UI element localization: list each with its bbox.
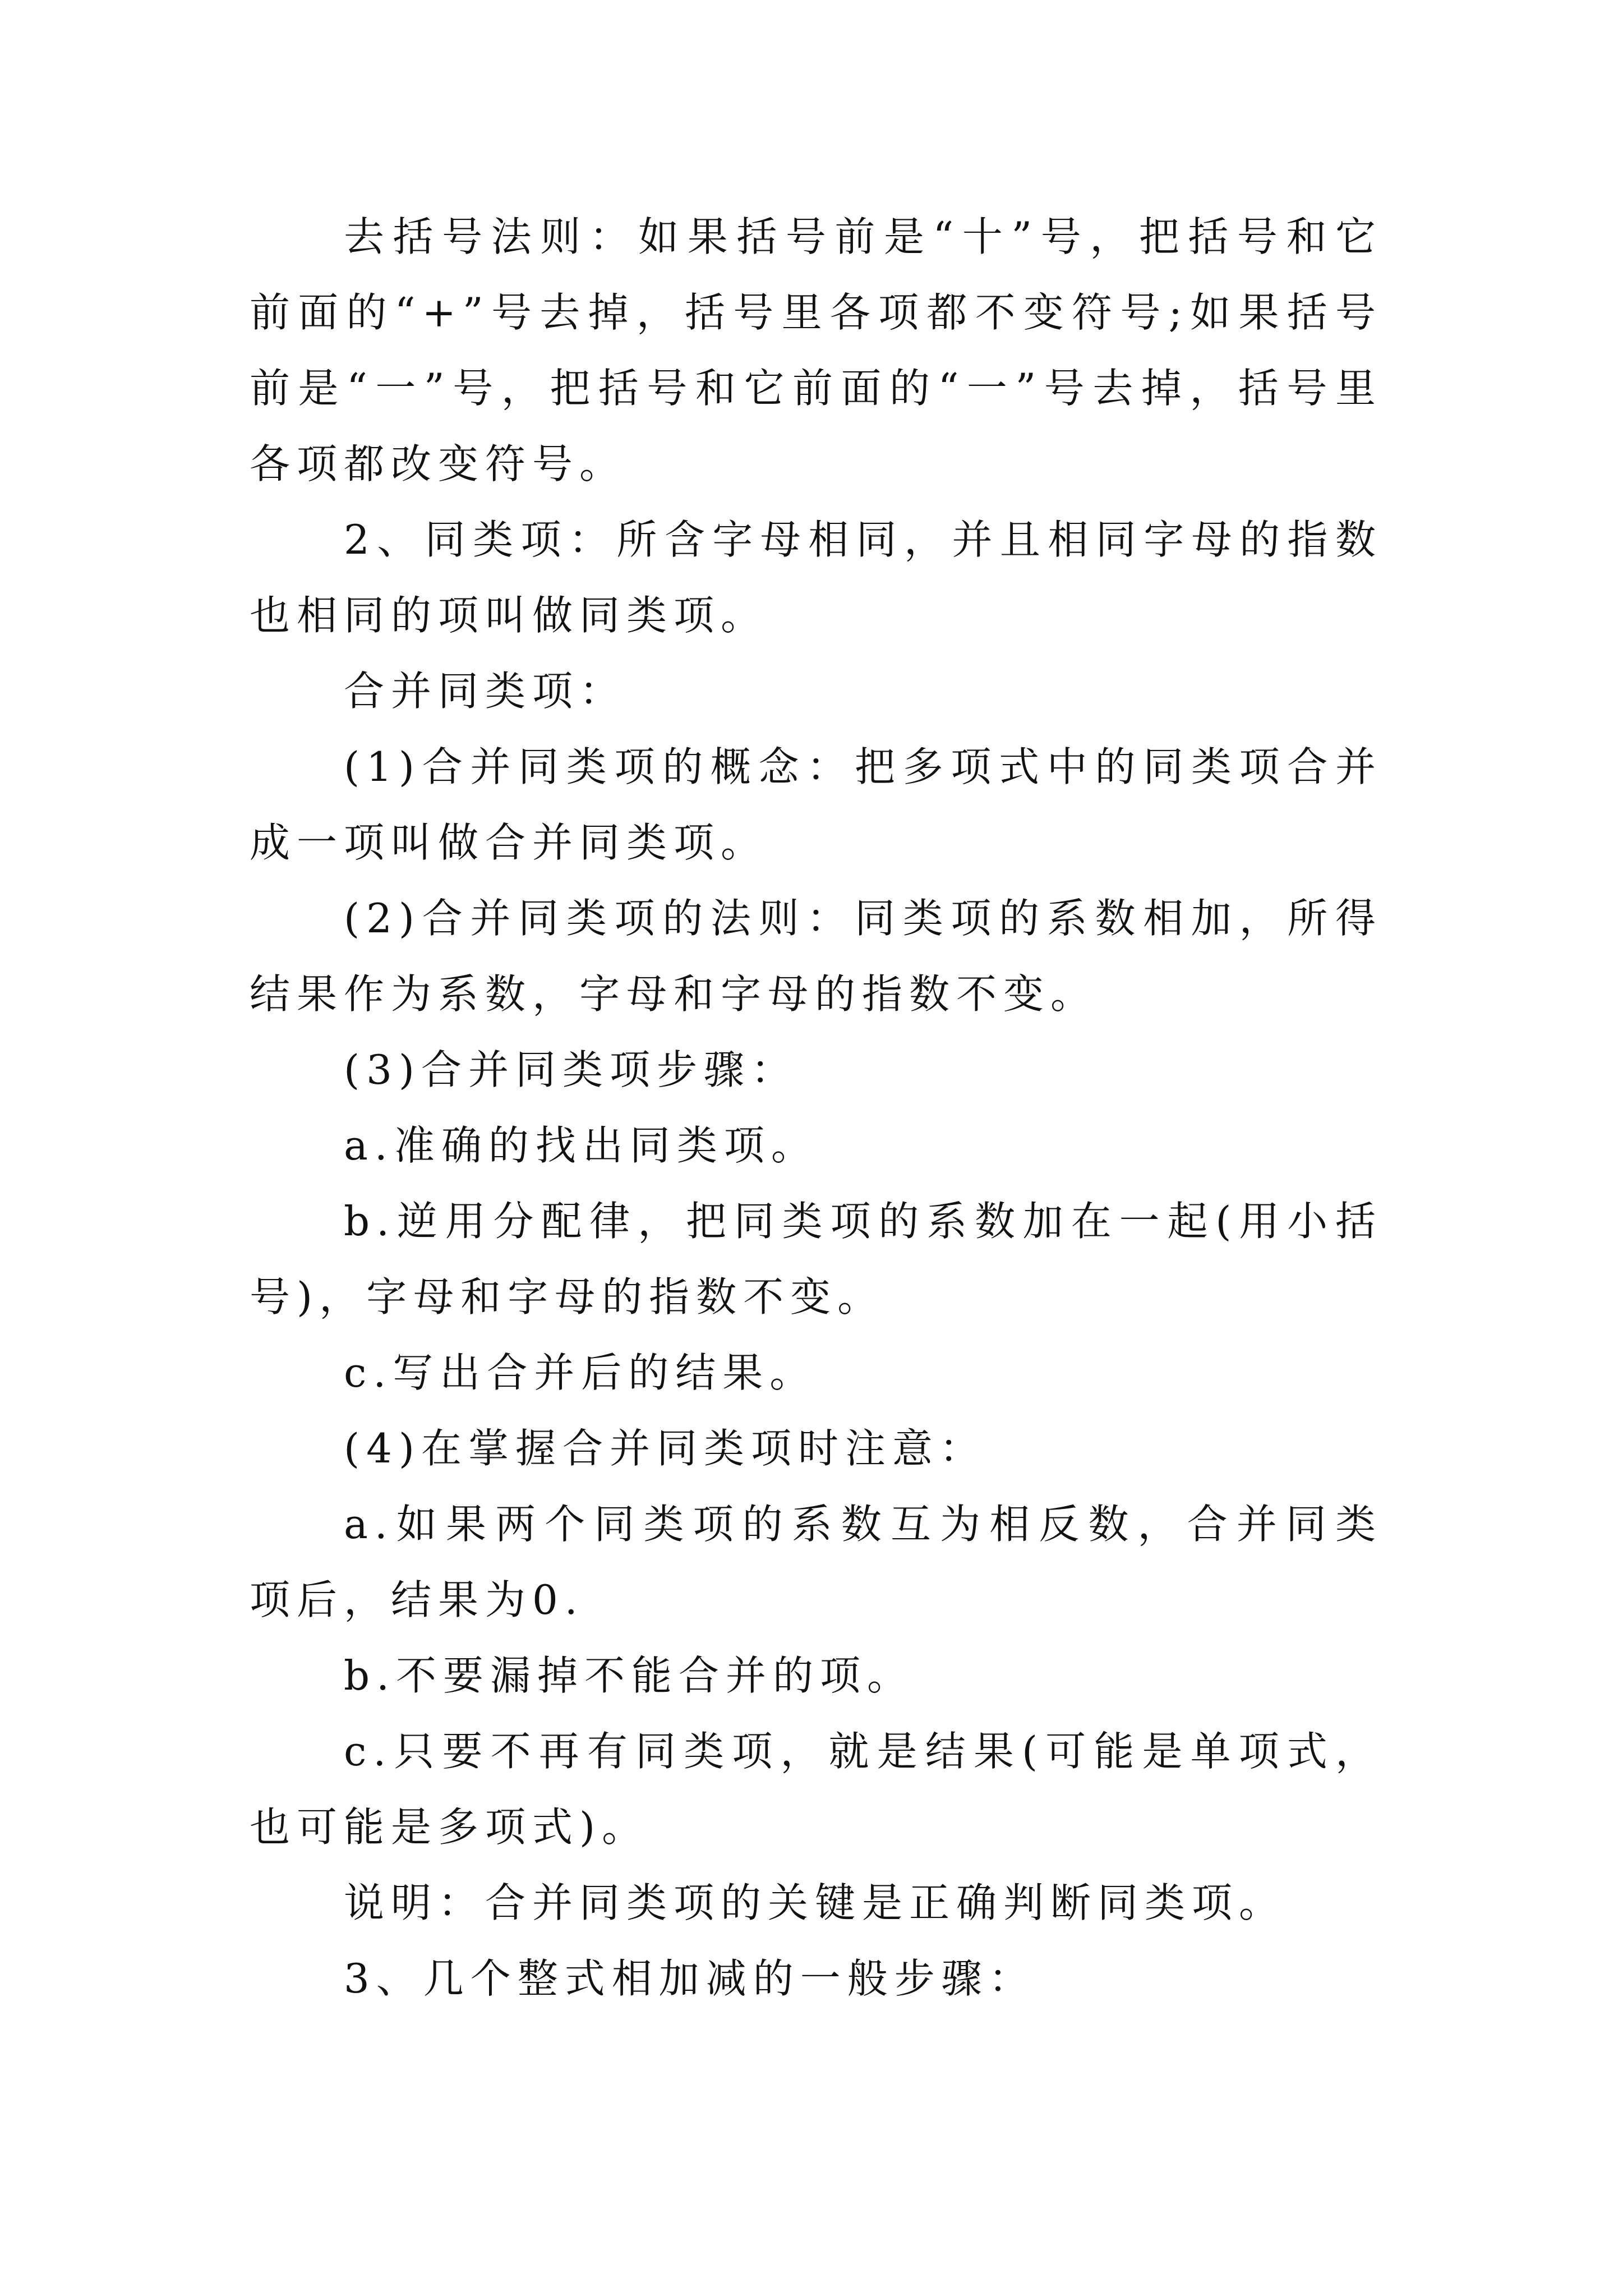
paragraph-combine-rule: (2)合并同类项的法则：同类项的系数相加，所得结果作为系数，字母和字母的指数不变。	[250, 895, 1382, 1018]
paragraph-step-b: b.逆用分配律，把同类项的系数加在一起(用小括号)，字母和字母的指数不变。	[250, 1198, 1382, 1320]
paragraph-step-a: a.准确的找出同类项。	[344, 1122, 818, 1169]
document-body	[250, 199, 1382, 2017]
paragraph-combine-concept: (1)合并同类项的概念：把多项式中的同类项合并成一项叫做合并同类项。	[250, 743, 1382, 866]
paragraph-explanation: 说明：合并同类项的关键是正确判断同类项。	[344, 1879, 1287, 1926]
paragraph-section-3-heading: 3、几个整式相加减的一般步骤：	[344, 1955, 1036, 2002]
paragraph-combine-heading: 合并同类项：	[344, 668, 627, 715]
paragraph-note-b: b.不要漏掉不能合并的项。	[344, 1652, 914, 1699]
paragraph-notes-heading: (4)在掌握合并同类项时注意：	[344, 1425, 986, 1472]
paragraph-combine-steps-heading: (3)合并同类项步骤：	[344, 1046, 798, 1093]
paragraph-bracket-rule: 去括号法则：如果括号前是“十”号，把括号和它前面的“+”号去掉，括号里各项都不变符号;如果括号前是“一”号，把括号和它前面的“一”号去掉，括号里各项都改变符号。	[250, 213, 1382, 487]
paragraph-step-c: c.写出合并后的结果。	[344, 1349, 817, 1396]
paragraph-note-c: c.只要不再有同类项，就是结果(可能是单项式，也可能是多项式)。	[250, 1728, 1382, 1851]
paragraph-like-terms-definition: 2、同类项：所含字母相同，并且相同字母的指数也相同的项叫做同类项。	[250, 516, 1382, 639]
paragraph-note-a: a.如果两个同类项的系数互为相反数，合并同类项后，结果为0.	[250, 1501, 1382, 1623]
